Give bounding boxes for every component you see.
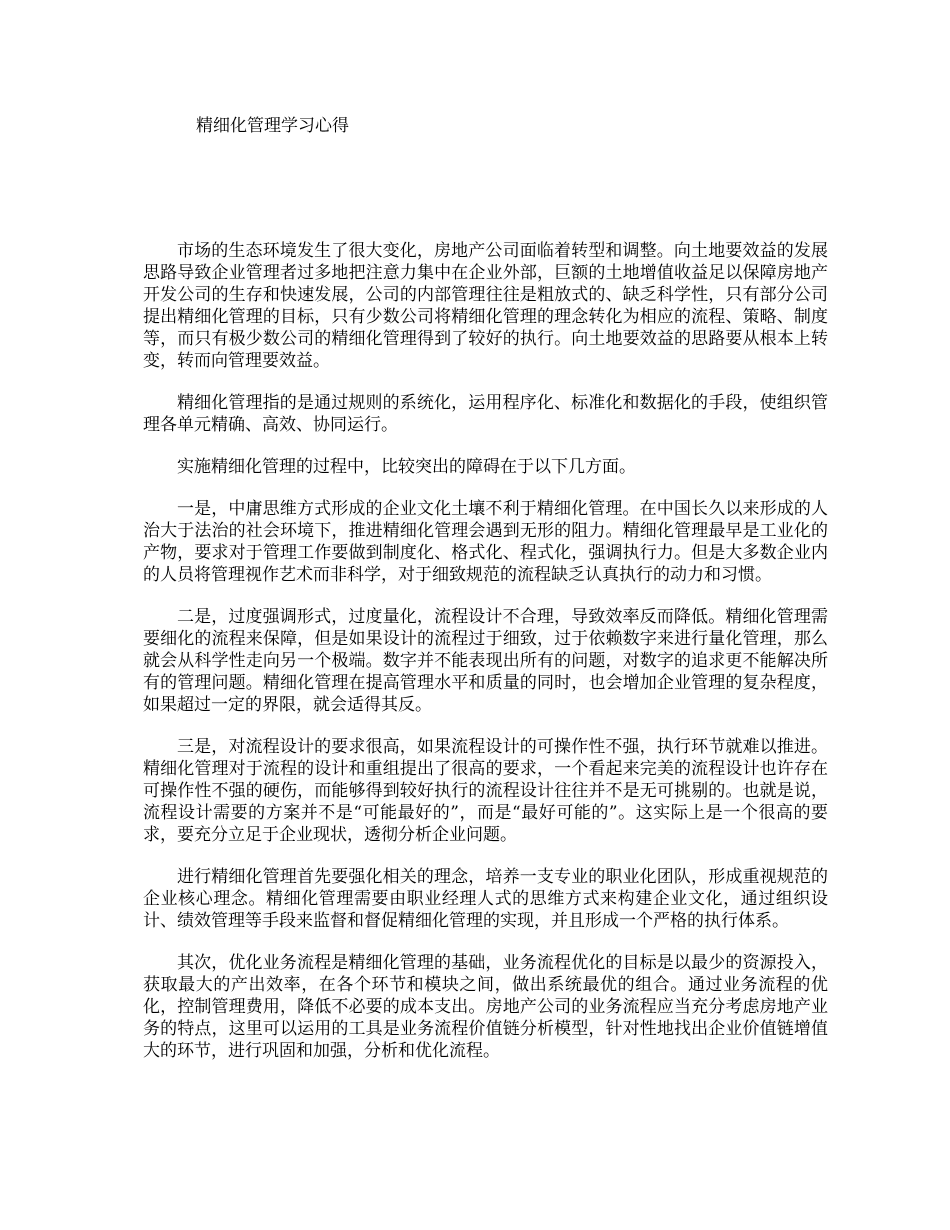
paragraph-obstacle-one: 一是，中庸思维方式形成的企业文化土壤不利于精细化管理。在中国长久以来形成的人治大于法治的社会环境下，推进精细化管理会遇到无形的阻力。精细化管理最早是工业化的产物，要求对于管理工作要做到制度化、格式化、程式化，强调执行力。但是大多数企业内的人员将管理视作艺术而非科学，对于细致规范的流程缺乏认真执行的动力和习惯。 xyxy=(143,499,828,585)
paragraph-market-environment: 市场的生态环境发生了很大变化，房地产公司面临着转型和调整。向土地要效益的发展思路导致企业管理者过多地把注意力集中在企业外部，巨额的土地增值收益足以保障房地产开发公司的生存和快速发展，公司的内部管理往往是粗放式的、缺乏科学性，只有部分公司提出精细化管理的目标，只有少数公司将精细化管理的理念转化为相应的流程、策略、制度等，而只有极少数公司的精细化管理得到了较好的执行。向土地要效益的思路要从根本上转变，转而向管理要效益。 xyxy=(143,241,828,371)
paragraph-obstacle-three: 三是，对流程设计的要求很高，如果流程设计的可操作性不强，执行环节就难以推进。精细化管理对于流程的设计和重组提出了很高的要求，一个看起来完美的流程设计也许存在可操作性不强的硬伤，而能够得到较好执行的流程设计往往并不是无可挑剔的。也就是说，流程设计需要的方案并不是“可能最好的”，而是“最好可能的”。这实际上是一个很高的要求，要充分立足于企业现状，透彻分析企业问题。 xyxy=(143,737,828,845)
document-body xyxy=(143,240,828,1082)
paragraph-definition: 精细化管理指的是通过规则的系统化，运用程序化、标准化和数据化的手段，使组织管理各单元精确、高效、协同运行。 xyxy=(143,393,828,435)
paragraph-obstacle-two: 二是，过度强调形式，过度量化，流程设计不合理，导致效率反而降低。精细化管理需要细化的流程来保障，但是如果设计的流程过于细致，过于依赖数字来进行量化管理，那么就会从科学性走向另一个极端。数字并不能表现出所有的问题，对数字的追求更不能解决所有的管理问题。精细化管理在提高管理水平和质量的同时，也会增加企业管理的复杂程度，如果超过一定的界限，就会适得其反。 xyxy=(143,607,828,715)
paragraph-obstacles-intro: 实施精细化管理的过程中，比较突出的障碍在于以下几方面。 xyxy=(177,457,636,477)
paragraph-strengthen-concept: 进行精细化管理首先要强化相关的理念，培养一支专业的职业化团队，形成重视规范的企业核心理念。精细化管理需要由职业经理人式的思维方式来构建企业文化，通过组织设计、绩效管理等手段来监督和督促精细化管理的实现，并且形成一个严格的执行体系。 xyxy=(143,867,828,931)
document-title: 精细化管理学习心得 xyxy=(196,116,349,136)
paragraph-optimize-process: 其次，优化业务流程是精细化管理的基础，业务流程优化的目标是以最少的资源投入，获取最大的产出效率，在各个环节和模块之间，做出系统最优的组合。通过业务流程的优化，控制管理费用，降低不必要的成本支出。房地产公司的业务流程应当充分考虑房地产业务的特点，这里可以运用的工具是业务流程价值链分析模型，针对性地找出企业价值链增值大的环节，进行巩固和加强，分析和优化流程。 xyxy=(143,953,828,1061)
